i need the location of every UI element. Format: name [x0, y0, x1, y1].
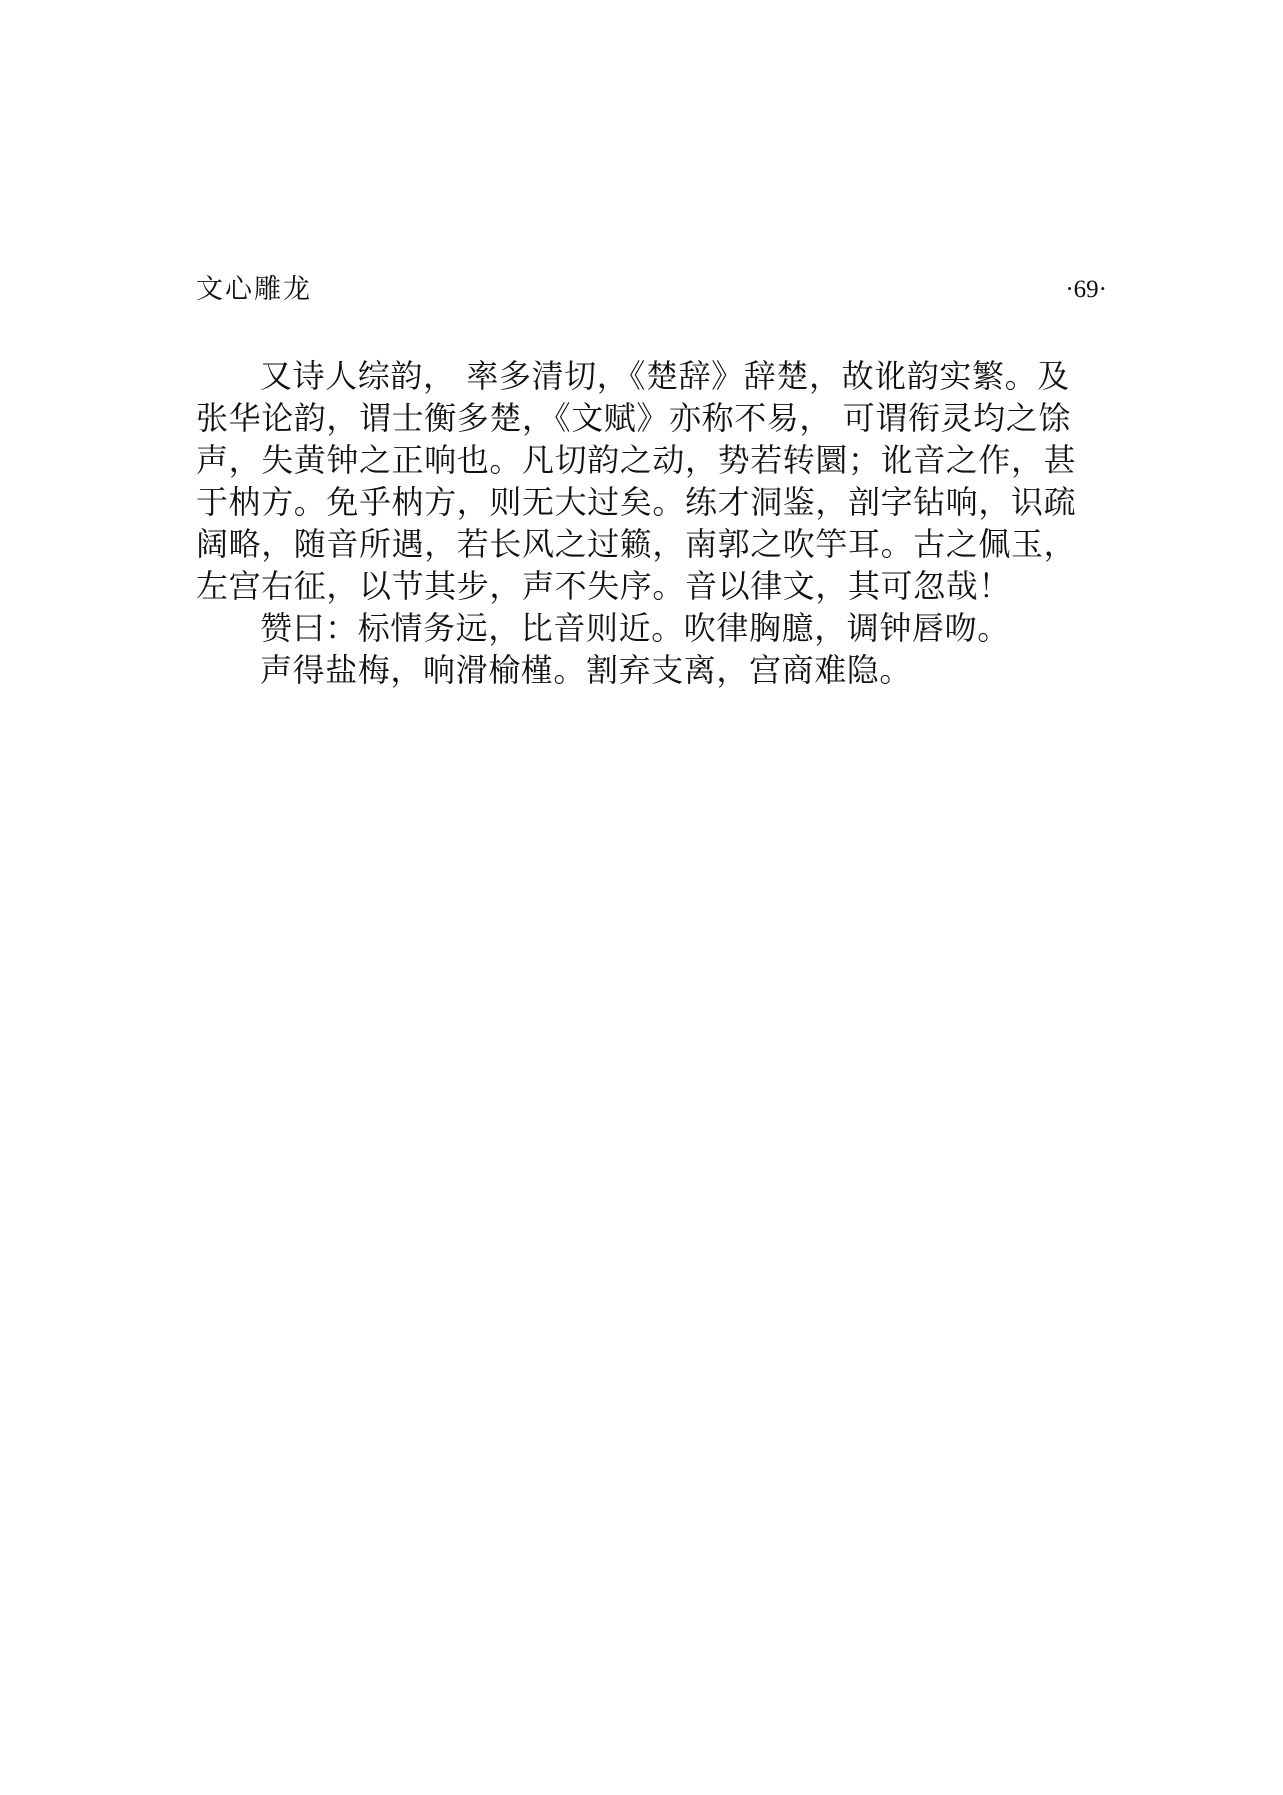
zan-line: 声得盐梅，响滑榆槿。割弃支离，宫商难隐。 — [260, 651, 913, 689]
page-number: ·69· — [1065, 276, 1107, 303]
body-text — [196, 355, 1091, 691]
text-line: 声，失黄钟之正响也。凡切韵之动，势若转圜；讹音之作，甚 — [196, 441, 1077, 479]
text-line: 于枘方。免乎枘方，则无大过矣。练才洞鉴，剖字钻响，识疏 — [196, 483, 1077, 521]
text-line: 左宫右征，以节其步，声不失序。音以律文，其可忽哉！ — [196, 567, 1012, 605]
zan-line: 赞曰：标情务远，比音则近。吹律胸臆，调钟唇吻。 — [260, 609, 1010, 647]
running-header — [196, 270, 1107, 310]
text-line: 张华论韵，谓士衡多楚，《文赋》亦称不易， 可谓衔灵均之馀 — [196, 399, 1071, 437]
text-line: 阔略，随音所遇，若长风之过籁，南郭之吹竽耳。古之佩玉， — [196, 525, 1077, 563]
book-title: 文心雕龙 — [196, 274, 312, 305]
text-line: 又诗人综韵， 率多清切，《楚辞》辞楚，故讹韵实繁。及 — [260, 357, 1070, 395]
